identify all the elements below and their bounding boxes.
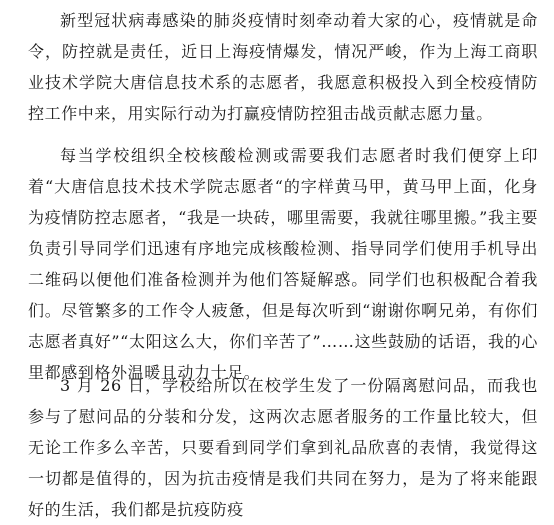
paragraph-1: 新型冠状病毒感染的肺炎疫情时刻牵动着大家的心，疫情就是命令，防控就是责任，近日上海疫情爆发，情况严峻，作为上海工商职业技术学院大唐信息技术系的志愿者，我愿意积极投入到全校疫情防控工作中来，用实际行动为打赢疫情防控狙击战贡献志愿力量。 (28, 11, 538, 123)
paragraph-2: 每当学校组织全校核酸检测或需要我们志愿者时我们便穿上印着“大唐信息技术技术学院志愿者“的字样黄马甲，黄马甲上面，化身为疫情防控志愿者，“我是一块砖，哪里需要，我就往哪里搬。”我主要负责引导同学们迅速有序地完成核酸检测、指导同学们使用手机导出二维码以便他们准备检测并为他们答疑解惑。同学们也积极配合着我们。尽管繁多的工作令人疲惫，但是每次听到“谢谢你啊兄弟，有你们志愿者真好”“太阳这么大，你们辛苦了”……这些鼓励的话语，我的心里都感到格外温暖且动力十足。 (28, 146, 538, 382)
paragraph-3: 3 月 26 日，学校给所以在校学生发了一份隔离慰问品，而我也参与了慰问品的分装和分发，这两次志愿者服务的工作量比较大，但无论工作多么辛苦，只要看到同学们拿到礼品欣喜的表情，我觉得这一切都是值得的，因为抗击疫情是我们共同在努力，是为了将来能跟好的生活，我们都是抗疫防疫 (28, 376, 538, 519)
